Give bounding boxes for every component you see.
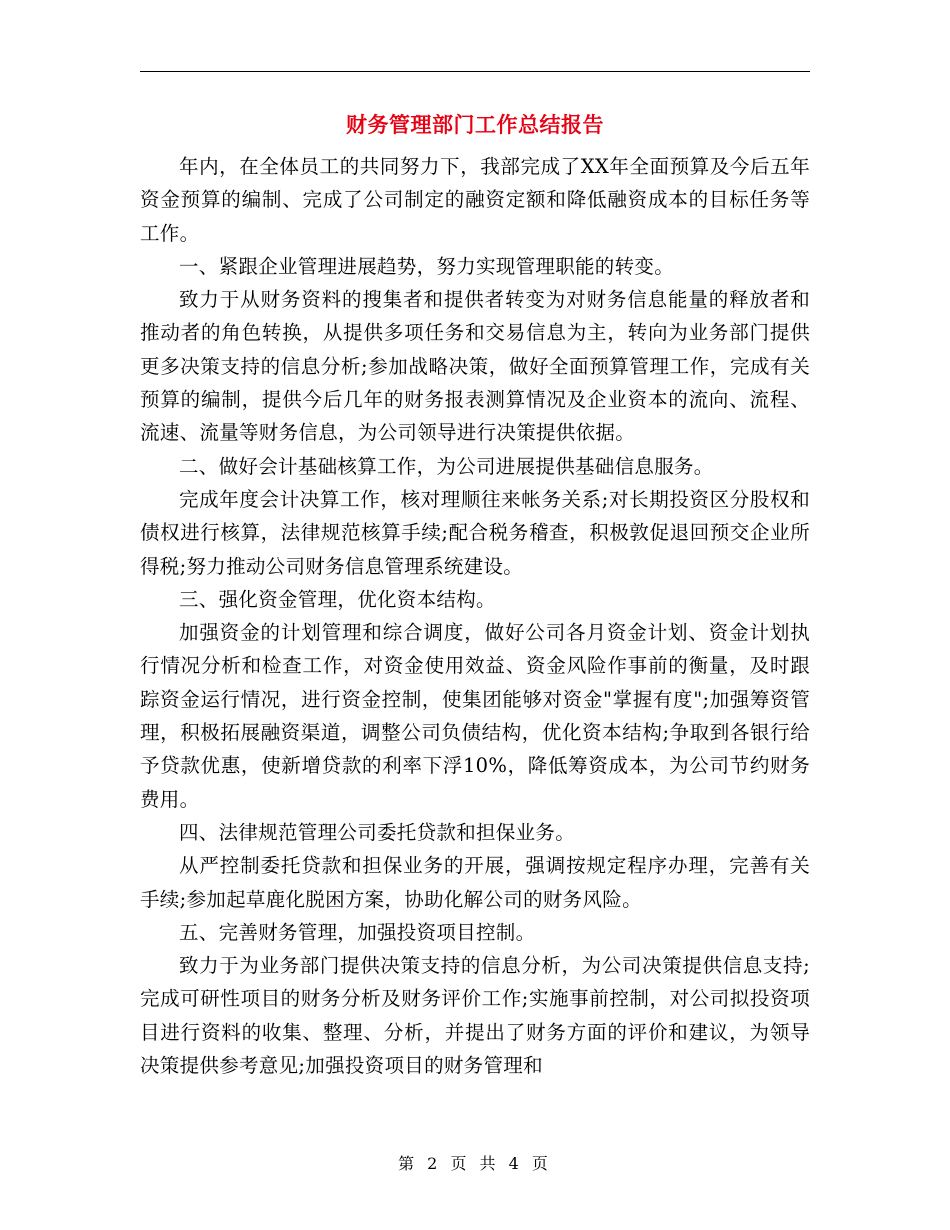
paragraph-section-4: 从严控制委托贷款和担保业务的开展，强调按规定程序办理，完善有关手续;参加起草鹿化脱困方案，协助化解公司的财务风险。: [140, 854, 810, 911]
paragraph-section-3: 加强资金的计划管理和综合调度，做好公司各月资金计划、资金计划执行情况分析和检查工作，对资金使用效益、资金风险作事前的衡量，及时跟踪资金运行情况，进行资金控制，使集团能够对资金"掌握有度";加强筹资管理，积极拓展融资渠道，调整公司负债结构，优化资本结构;争取到各银行给予贷款优惠，使新增贷款的利率下浮10%，降低筹资成本，为公司节约财务费用。: [140, 621, 810, 811]
section-heading-3: 三、强化资金管理，优化资本结构。: [179, 587, 496, 611]
paragraph-section-2: 完成年度会计决算工作，核对理顺往来帐务关系;对长期投资区分股权和债权进行核算，法律规范核算手续;配合税务稽查，积极敦促退回预交企业所得税;努力推动公司财务信息管理系统建设。: [140, 487, 810, 578]
document-title: 财务管理部门工作总结报告: [346, 112, 604, 137]
header-rule: [140, 71, 810, 72]
section-heading-4: 四、法律规范管理公司委托贷款和担保业务。: [179, 820, 576, 844]
paragraph-section-1: 致力于从财务资料的搜集者和提供者转变为对财务信息能量的释放者和推动者的角色转换，从提供多项任务和交易信息为主，转向为业务部门提供更多决策支持的信息分析;参加战略决策，做好全面预算管理工作，完成有关预算的编制，提供今后几年的财务报表测算情况及企业资本的流向、流程、流速、流量等财务信息，为公司领导进行决策提供依据。: [140, 288, 810, 445]
document-body: [140, 150, 810, 1082]
section-heading-5: 五、完善财务管理，加强投资项目控制。: [179, 920, 536, 944]
section-heading-1: 一、紧跟企业管理进展趋势，努力实现管理职能的转变。: [179, 254, 675, 278]
section-heading-2: 二、做好会计基础核算工作，为公司进展提供基础信息服务。: [179, 454, 714, 478]
paragraph-section-5: 致力于为业务部门提供决策支持的信息分析，为公司决策提供信息支持;完成可研性项目的财务分析及财务评价工作;实施事前控制，对公司拟投资项目进行资料的收集、整理、分析，并提出了财务方面的评价和建议，为领导决策提供参考意见;加强投资项目的财务管理和: [140, 954, 810, 1078]
page-number-footer: 第 2 页 共 4 页: [398, 1154, 552, 1173]
paragraph-intro: 年内，在全体员工的共同努力下，我部完成了XX年全面预算及今后五年资金预算的编制、完成了公司制定的融资定额和降低融资成本的目标任务等工作。: [140, 155, 810, 245]
